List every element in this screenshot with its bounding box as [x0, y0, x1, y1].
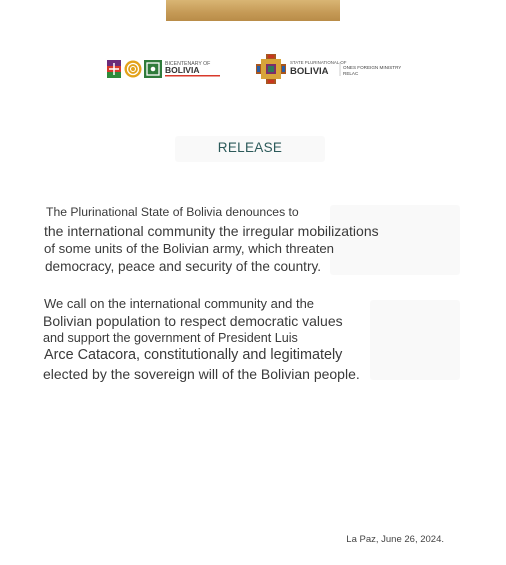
paragraph1-line3: of some units of the Bolivian army, which threaten [44, 241, 335, 256]
chancellery-line2: BOLIVIA [290, 66, 329, 77]
bicentenary-line1: BICENTENARY OF [165, 61, 211, 67]
paragraph2-line4: Arce Catacora, constitutionally and legitimately [44, 347, 343, 363]
ministry-line1: ONES FOREIGN MINISTRY [343, 65, 401, 70]
paragraph1-line4: democracy, peace and security of the country. [45, 259, 322, 274]
ministry-line2: RELAC [343, 71, 359, 76]
paragraph2-line2: Bolivian population to respect democratic values [43, 313, 343, 329]
scan-smudge [370, 300, 460, 380]
release-heading: RELEASE [217, 140, 283, 155]
chancellery-logo [256, 54, 401, 84]
bicentenary-line2: BOLIVIA [165, 65, 200, 75]
paragraph1-line1: The Plurinational State of Bolivia denounces to [46, 205, 299, 219]
chakana-cross-icon [256, 54, 286, 84]
paragraph2-line5: elected by the sovereign will of the Bolivian people. [43, 366, 360, 382]
scan-smudge [330, 205, 460, 275]
paragraph2-line3: and support the government of President Luis [43, 331, 298, 345]
header-gold-bar [166, 0, 340, 21]
paragraph2-line1: We call on the international community and the [44, 296, 315, 311]
bicentenary-logo [107, 58, 222, 80]
bicentenary-emblem-icon [107, 60, 162, 78]
chancellery-line1: STATE PLURINATIONAL OF [290, 60, 347, 65]
paragraph1-line2: the international community the irregular mobilizations [44, 223, 379, 239]
dateline: La Paz, June 26, 2024. [346, 534, 444, 545]
